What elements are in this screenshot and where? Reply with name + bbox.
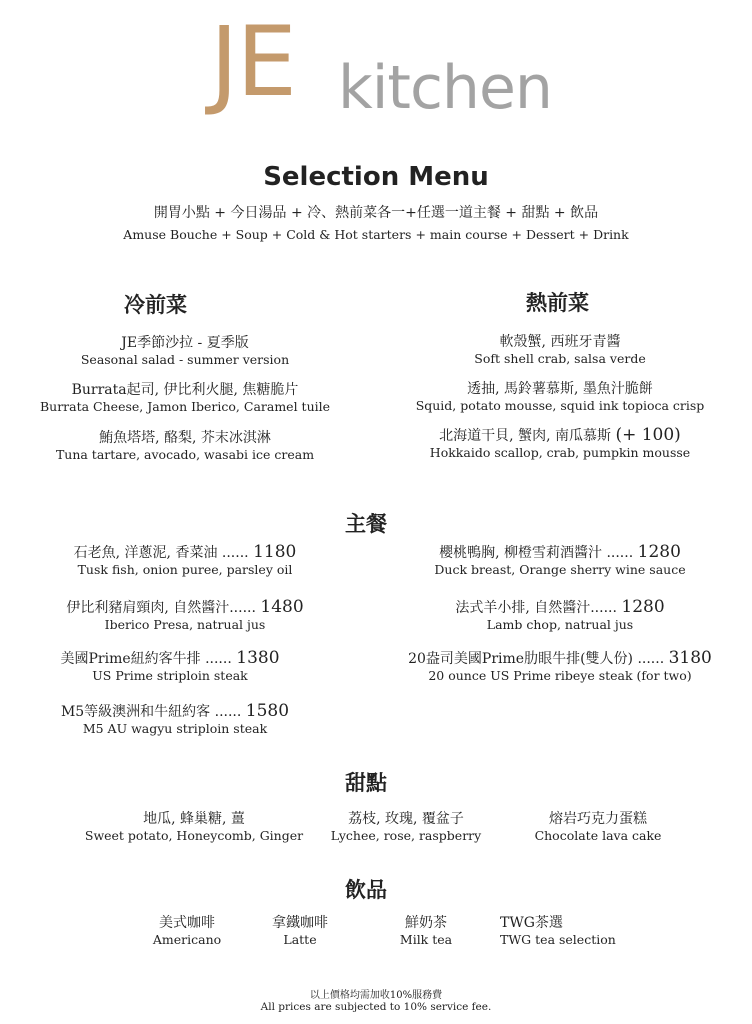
item-en: Latte <box>283 932 317 947</box>
item-zh: TWG茶選 <box>500 915 563 931</box>
item-zh: 美國Prime紐約客牛排 ...... <box>60 651 232 667</box>
main-item <box>20 598 350 633</box>
main-item <box>390 543 730 578</box>
subtitle-zh: 開胃小點 + 今日湯品 + 冷、熱前菜各一+任選一道主餐 + 甜點 + 飲品 <box>153 205 599 221</box>
hot-starter-item <box>390 380 730 414</box>
item-zh: 美式咖啡 <box>159 915 215 931</box>
main-item <box>390 598 730 633</box>
hot-starter-item <box>390 333 730 367</box>
item-price: (+ 100) <box>615 425 681 445</box>
item-price: 1280 <box>621 597 665 617</box>
item-en: M5 AU wagyu striploin steak <box>82 721 268 736</box>
item-en: Milk tea <box>399 932 453 947</box>
dessert-item <box>316 810 496 844</box>
item-zh: 伊比利豬肩頸肉, 自然醬汁...... <box>66 600 256 616</box>
item-zh: 鮮奶茶 <box>405 915 447 931</box>
item-en: Tuna tartare, avocado, wasabi ice cream <box>55 447 315 462</box>
item-en: 20 ounce US Prime ribeye steak (for two) <box>428 668 692 683</box>
item-en: Soft shell crab, salsa verde <box>474 351 646 366</box>
drink-item <box>376 914 476 948</box>
item-en: Americano <box>152 932 222 947</box>
item-en: Squid, potato mousse, squid ink topioca crisp <box>415 398 705 413</box>
item-zh: JE季節沙拉 - 夏季版 <box>121 335 249 351</box>
cold-starters-heading: 冷前菜 <box>124 293 187 317</box>
item-en: Lychee, rose, raspberry <box>330 828 482 843</box>
logo-kitchen: kitchen <box>338 53 552 123</box>
logo-je: JE <box>210 6 295 118</box>
main-item <box>378 649 742 684</box>
page-title: Selection Menu <box>263 162 489 192</box>
item-zh: 20盎司美國Prime肋眼牛排(雙人份) ...... <box>408 651 665 667</box>
cold-starter-item <box>20 334 350 368</box>
item-zh: 熔岩巧克力蛋糕 <box>549 811 647 827</box>
desserts-heading: 甜點 <box>345 771 387 795</box>
drink-item <box>500 914 630 948</box>
item-price: 1180 <box>253 542 297 562</box>
item-en: TWG tea selection <box>500 932 616 947</box>
hot-starter-item <box>390 426 730 461</box>
mains-heading: 主餐 <box>345 512 387 536</box>
service-fee-note-en: All prices are subjected to 10% service fee. <box>260 1001 492 1013</box>
item-zh: 石老魚, 洋蔥泥, 香菜油 ...... <box>73 545 249 561</box>
item-zh: 拿鐵咖啡 <box>272 915 328 931</box>
item-price: 1580 <box>245 701 290 721</box>
item-zh: M5等級澳洲和牛紐約客 ...... <box>60 704 242 720</box>
drink-item <box>137 914 237 948</box>
dessert-item <box>508 810 688 844</box>
item-price: 3180 <box>668 648 712 668</box>
item-price: 1480 <box>260 597 304 617</box>
cold-starter-item <box>20 429 350 463</box>
drink-item <box>250 914 350 948</box>
item-en: Burrata Cheese, Jamon Iberico, Caramel tuile <box>39 399 331 414</box>
item-en: Hokkaido scallop, crab, pumpkin mousse <box>429 445 691 460</box>
main-item <box>0 649 340 684</box>
item-en: Iberico Presa, natrual jus <box>104 617 266 632</box>
drinks-heading: 飲品 <box>345 878 387 902</box>
item-zh: 法式羊小排, 自然醬汁...... <box>455 600 617 616</box>
item-en: Lamb chop, natrual jus <box>486 617 634 632</box>
cold-starter-item <box>20 381 350 415</box>
item-en: Seasonal salad - summer version <box>80 352 290 367</box>
main-item <box>10 702 340 737</box>
dessert-item <box>84 810 304 844</box>
item-zh: 透抽, 馬鈴薯慕斯, 墨魚汁脆餅 <box>467 381 653 397</box>
item-en: Sweet potato, Honeycomb, Ginger <box>84 828 304 843</box>
item-price: 1280 <box>637 542 681 562</box>
item-zh: 荔枝, 玫瑰, 覆盆子 <box>348 811 464 827</box>
item-price: 1380 <box>236 648 280 668</box>
item-zh: Burrata起司, 伊比利火腿, 焦糖脆片 <box>71 382 299 398</box>
item-zh: 地瓜, 蜂巢糖, 薑 <box>143 811 245 827</box>
item-zh: 鮪魚塔塔, 酪梨, 芥末冰淇淋 <box>99 430 271 446</box>
item-en: Chocolate lava cake <box>534 828 662 843</box>
item-en: US Prime striploin steak <box>92 668 248 683</box>
item-zh: 北海道干貝, 蟹肉, 南瓜慕斯 <box>439 428 611 444</box>
service-fee-note-zh: 以上價格均需加收10%服務費 <box>309 990 443 1001</box>
subtitle-en: Amuse Bouche + Soup + Cold & Hot starters + main course + Dessert + Drink <box>123 227 629 242</box>
item-zh: 軟殼蟹, 西班牙青醬 <box>499 334 621 350</box>
item-en: Duck breast, Orange sherry wine sauce <box>434 562 686 577</box>
item-zh: 櫻桃鴨胸, 柳橙雪莉酒醬汁 ...... <box>439 545 634 561</box>
hot-starters-heading: 熱前菜 <box>526 291 589 315</box>
main-item <box>20 543 350 578</box>
item-en: Tusk fish, onion puree, parsley oil <box>77 562 293 577</box>
